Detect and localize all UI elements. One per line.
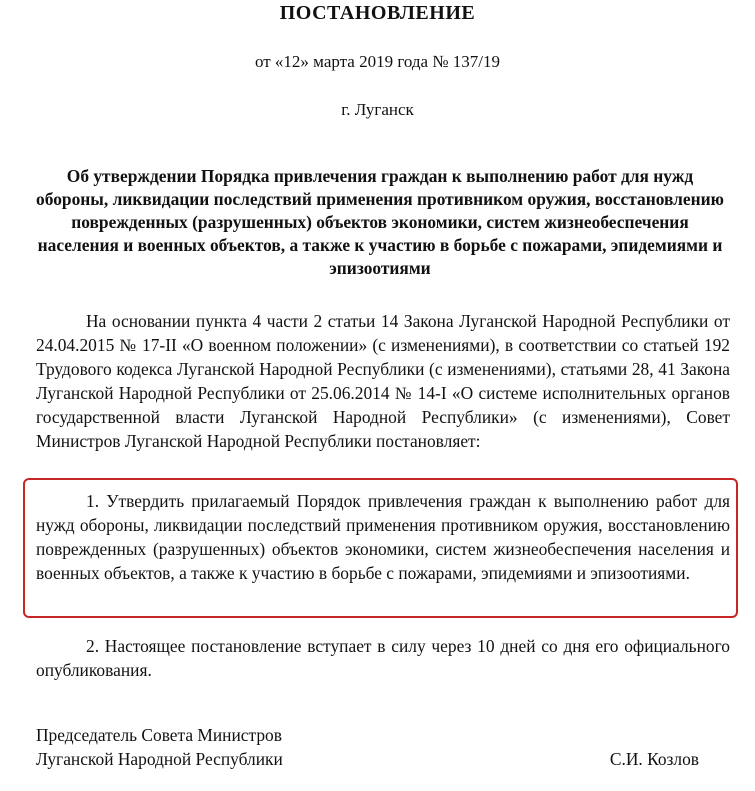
document-title: Об утверждении Порядка привлечения граждан к выполнению работ для нужд обороны, ликвидации последствий применения противником оружия, восстановлению поврежденных (разрушенных) объектов экономики, систем жизнеобеспечения населения и военных объектов, а также к участию в борьбе с пожарами, эпидемиями и эпизоотиями	[36, 166, 724, 278]
resolution-item-2: 2. Настоящее постановление вступает в силу через 10 дней со дня его официального опубликования.	[36, 636, 730, 680]
resolution-item-1: 1. Утвердить прилагаемый Порядок привлечения граждан к выполнению работ для нужд обороны, ликвидации последствий применения противником оружия, восстановлению поврежденных (разрушенных) объектов экономики, систем жизнеобеспечения населения и военных объектов, а также к участию в борьбе с пожарами, эпидемиями и эпизоотиями.	[36, 491, 730, 583]
signatory-position-line-2: Луганской Народной Республики	[36, 749, 283, 769]
document-city: г. Луганск	[341, 100, 414, 119]
document-date-number: от «12» марта 2019 года № 137/19	[254, 52, 501, 71]
document-type-heading: ПОСТАНОВЛЕНИЕ	[279, 2, 476, 24]
signatory-position	[36, 723, 283, 771]
signatory-name: С.И. Козлов	[609, 749, 699, 769]
basis-paragraph: На основании пункта 4 части 2 статьи 14 Закона Луганской Народной Республики от 24.04.2015 № 17-II «О военном положении» (с изменениями), в соответствии со статьей 192 Трудового кодекса Луганской Народной Республики (с изменениями), статьями 28, 41 Закона Луганской Народной Республики от 25.06.2014 № 14-I «О системе исполнительных органов государственной власти Луганской Народной Республики» (с изменениями), Совет Министров Луганской Народной Республики постановляет:	[36, 311, 730, 451]
signatory-position-line-1: Председатель Совета Министров	[36, 725, 282, 745]
